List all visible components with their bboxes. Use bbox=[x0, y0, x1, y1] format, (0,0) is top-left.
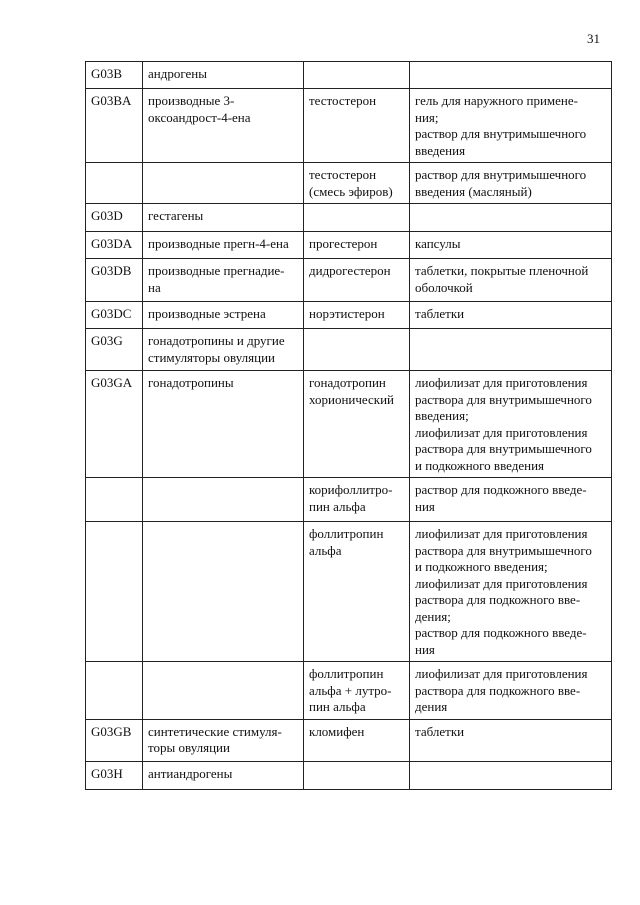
atc-code-cell: G03GA bbox=[86, 371, 143, 478]
substance-cell: прогестерон bbox=[304, 232, 410, 259]
table-row bbox=[86, 163, 612, 204]
substance-cell bbox=[304, 204, 410, 232]
dosage-form-cell bbox=[410, 62, 612, 89]
dosage-form-cell: капсулы bbox=[410, 232, 612, 259]
substance-cell: фоллитропин альфа bbox=[304, 522, 410, 662]
group-name-cell: гонадотропины и другие стимуляторы овуляции bbox=[143, 329, 304, 371]
table-row bbox=[86, 761, 612, 789]
table-row bbox=[86, 478, 612, 522]
dosage-form-cell: таблетки bbox=[410, 302, 612, 329]
substance-cell: гонадотропин хорионический bbox=[304, 371, 410, 478]
substance-cell: тестостерон bbox=[304, 89, 410, 163]
table-row bbox=[86, 204, 612, 232]
dosage-form-cell bbox=[410, 761, 612, 789]
atc-code-cell: G03DC bbox=[86, 302, 143, 329]
dosage-form-cell bbox=[410, 204, 612, 232]
group-name-cell: антиандрогены bbox=[143, 761, 304, 789]
atc-code-cell bbox=[86, 163, 143, 204]
atc-code-cell: G03BA bbox=[86, 89, 143, 163]
table-row bbox=[86, 62, 612, 89]
drug-classification-table bbox=[85, 61, 612, 790]
dosage-form-cell bbox=[410, 329, 612, 371]
dosage-form-cell: лиофилизат для приготовления раствора для внутримышечного введения; лиофилизат для приготовления раствора для внутримышечного и подкожного введения bbox=[410, 371, 612, 478]
atc-code-cell bbox=[86, 478, 143, 522]
group-name-cell: производные эстрена bbox=[143, 302, 304, 329]
dosage-form-cell: лиофилизат для приготовления раствора для внутримышечного и подкожного введения; лиофилизат для приготовления раствора для подкожного вве- дения; раствор для подкожного введе- ния bbox=[410, 522, 612, 662]
atc-code-cell: G03GB bbox=[86, 719, 143, 761]
atc-code-cell: G03DA bbox=[86, 232, 143, 259]
dosage-form-cell: раствор для внутримышечного введения (масляный) bbox=[410, 163, 612, 204]
atc-code-cell: G03D bbox=[86, 204, 143, 232]
substance-cell: дидрогестерон bbox=[304, 259, 410, 302]
table-row bbox=[86, 371, 612, 478]
table-row bbox=[86, 719, 612, 761]
substance-cell: кломифен bbox=[304, 719, 410, 761]
substance-cell bbox=[304, 62, 410, 89]
substance-cell bbox=[304, 329, 410, 371]
table-row bbox=[86, 259, 612, 302]
atc-code-cell: G03H bbox=[86, 761, 143, 789]
group-name-cell: синтетические стимуля- торы овуляции bbox=[143, 719, 304, 761]
substance-cell bbox=[304, 761, 410, 789]
atc-code-cell: G03G bbox=[86, 329, 143, 371]
dosage-form-cell: лиофилизат для приготовления раствора для подкожного вве- дения bbox=[410, 662, 612, 720]
group-name-cell: производные 3- оксоандрост-4-ена bbox=[143, 89, 304, 163]
atc-code-cell bbox=[86, 522, 143, 662]
group-name-cell: производные прегнадие- на bbox=[143, 259, 304, 302]
dosage-form-cell: гель для наружного примене- ния; раствор для внутримышечного введения bbox=[410, 89, 612, 163]
table-row bbox=[86, 232, 612, 259]
group-name-cell bbox=[143, 163, 304, 204]
group-name-cell: гонадотропины bbox=[143, 371, 304, 478]
atc-code-cell bbox=[86, 662, 143, 720]
page-number: 31 bbox=[587, 31, 600, 46]
substance-cell: фоллитропин альфа + лутро- пин альфа bbox=[304, 662, 410, 720]
substance-cell: корифоллитро- пин альфа bbox=[304, 478, 410, 522]
dosage-form-cell: таблетки, покрытые пленочной оболочкой bbox=[410, 259, 612, 302]
atc-code-cell: G03B bbox=[86, 62, 143, 89]
group-name-cell: производные прегн-4-ена bbox=[143, 232, 304, 259]
group-name-cell: андрогены bbox=[143, 62, 304, 89]
table-row bbox=[86, 522, 612, 662]
substance-cell: тестостерон (смесь эфиров) bbox=[304, 163, 410, 204]
table-row bbox=[86, 662, 612, 720]
dosage-form-cell: таблетки bbox=[410, 719, 612, 761]
atc-code-cell: G03DB bbox=[86, 259, 143, 302]
table-row bbox=[86, 89, 612, 163]
group-name-cell bbox=[143, 478, 304, 522]
substance-cell: норэтистерон bbox=[304, 302, 410, 329]
group-name-cell bbox=[143, 662, 304, 720]
table-row bbox=[86, 329, 612, 371]
group-name-cell bbox=[143, 522, 304, 662]
group-name-cell: гестагены bbox=[143, 204, 304, 232]
table-row bbox=[86, 302, 612, 329]
dosage-form-cell: раствор для подкожного введе- ния bbox=[410, 478, 612, 522]
